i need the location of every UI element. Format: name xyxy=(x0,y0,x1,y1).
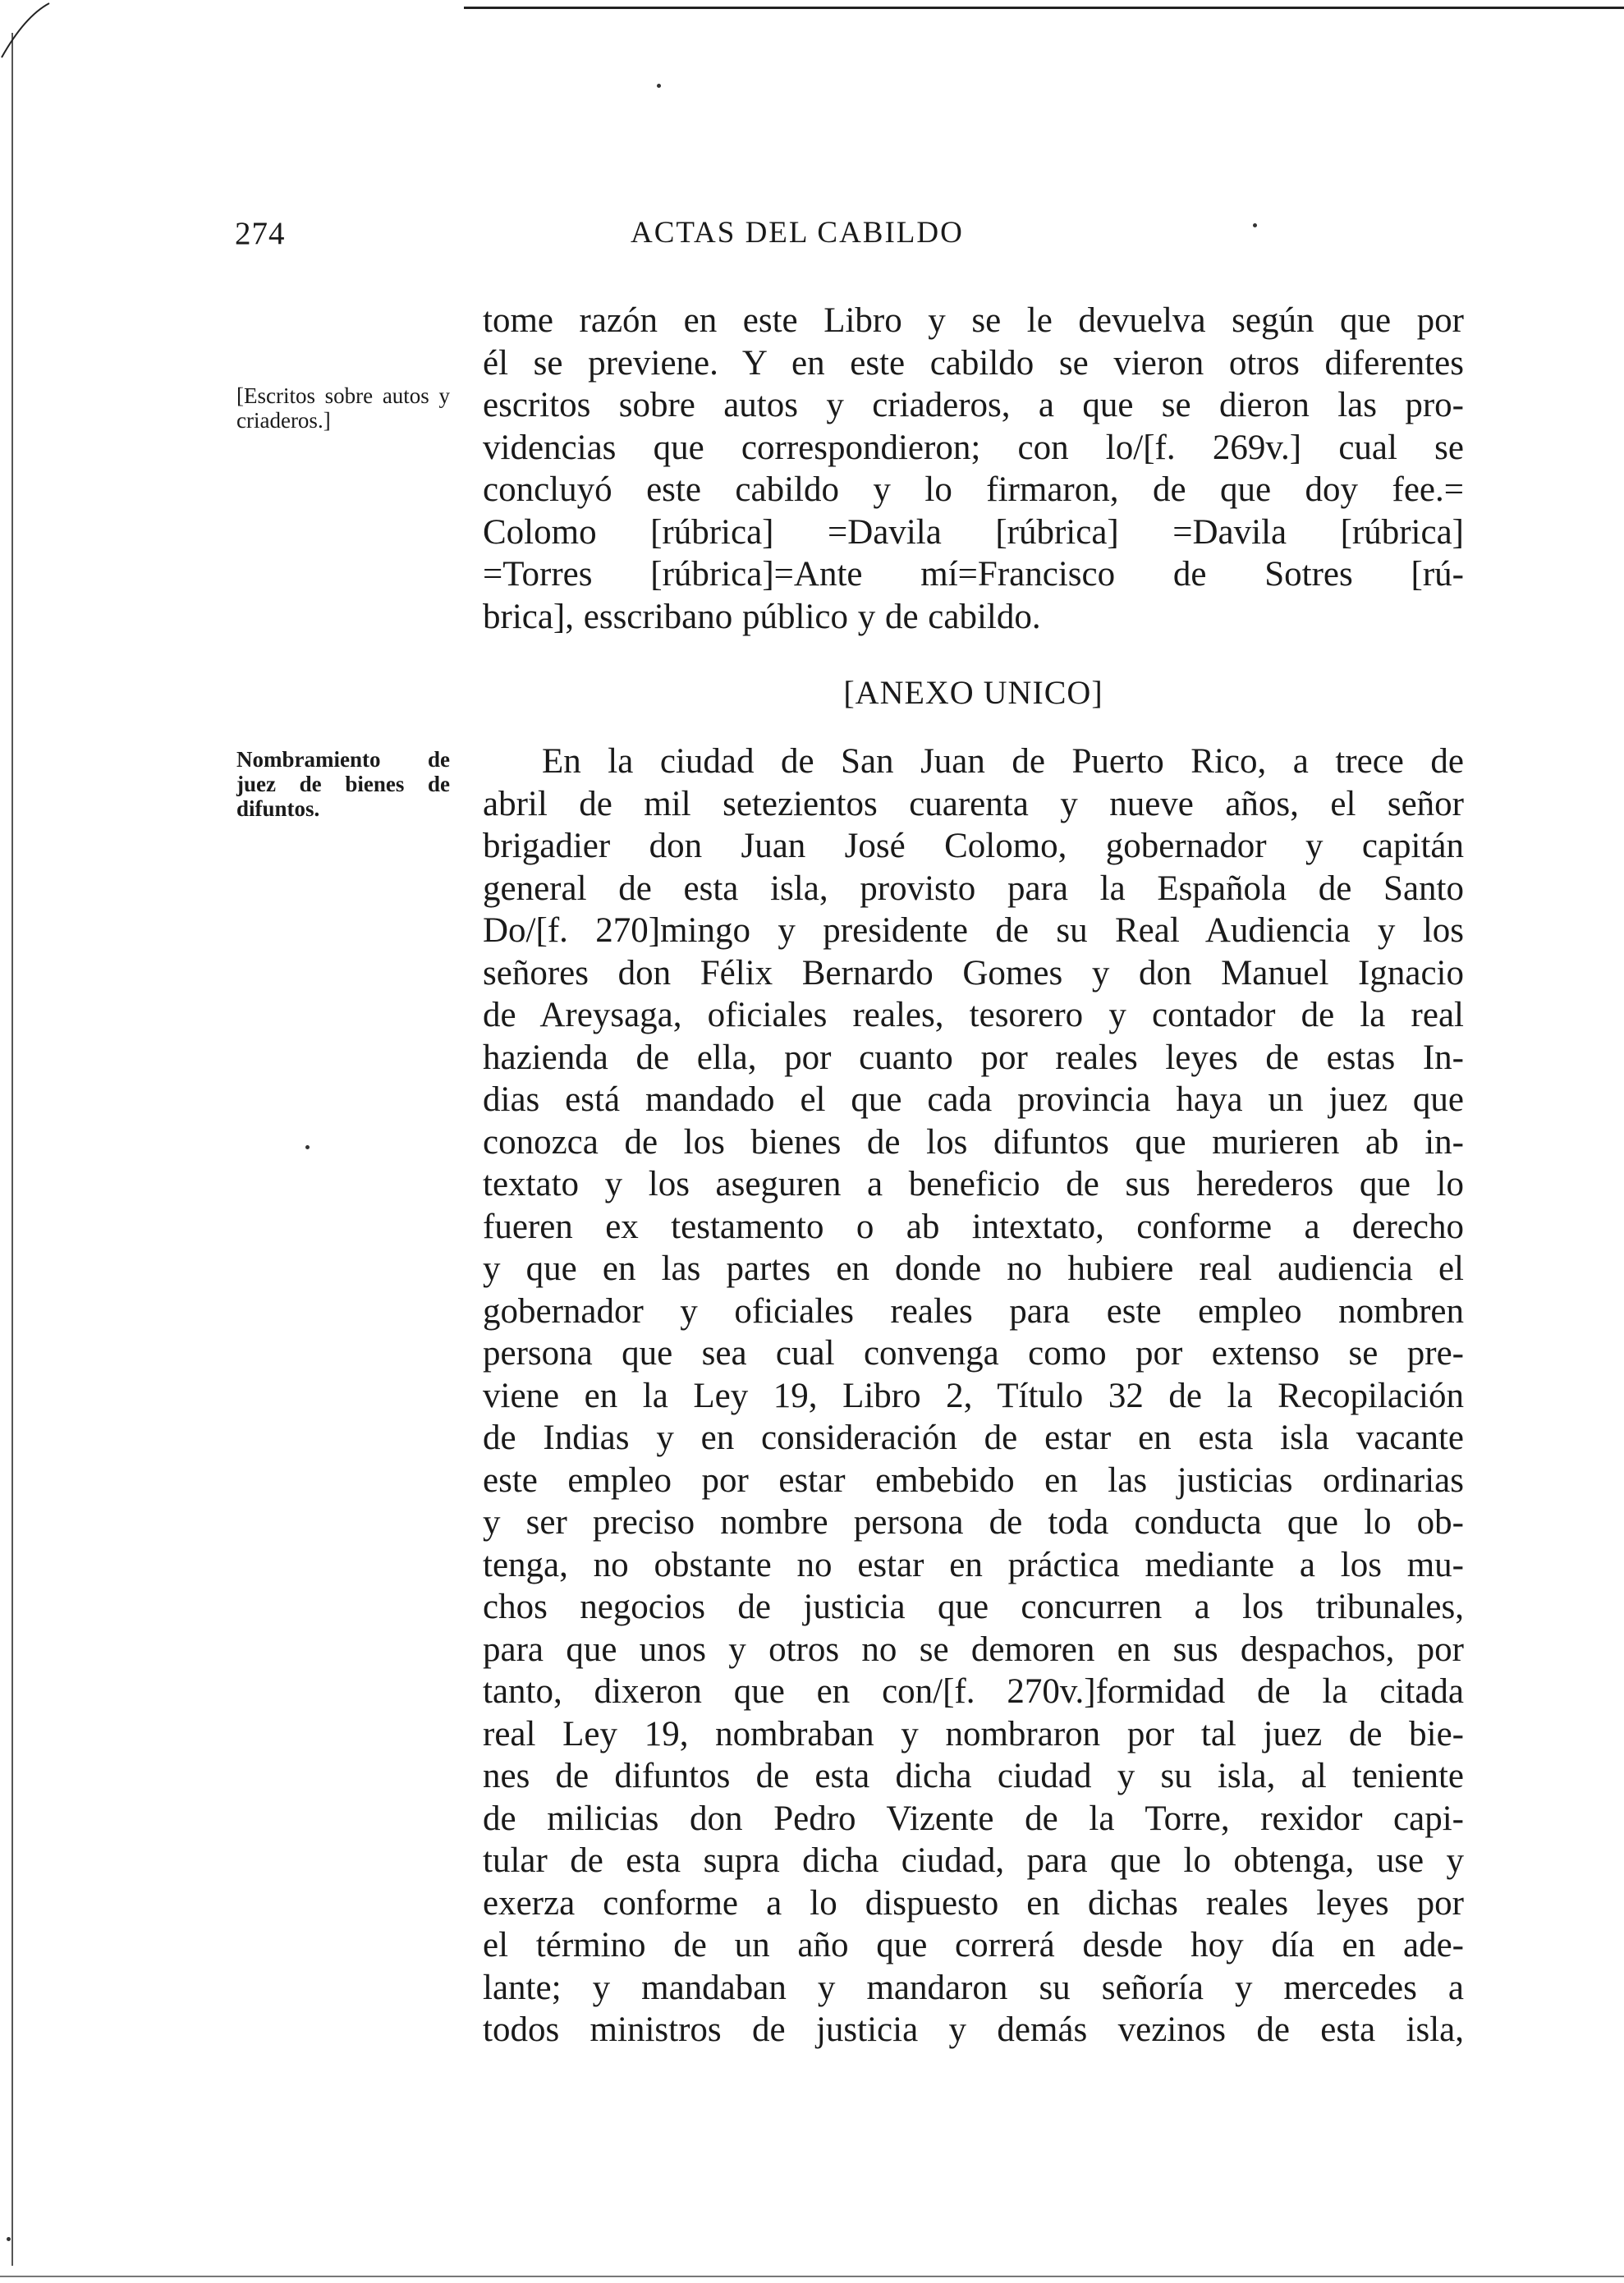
text-line: escritos sobre autos y criaderos, a que se dieron las pro- xyxy=(483,386,1464,424)
paragraph-1 xyxy=(483,300,1464,638)
text-line: lante; y mandaban y mandaron su señoría y mercedes a xyxy=(483,1968,1464,2007)
text-line: señores don Félix Bernardo Gomes y don Manuel Ignacio xyxy=(483,953,1464,993)
text-line: y ser preciso nombre persona de toda conducta que lo ob- xyxy=(483,1503,1464,1542)
scan-speck xyxy=(7,2237,11,2241)
text-line: de Indias y en consideración de estar en esta isla vacante xyxy=(483,1419,1464,1457)
scan-speck xyxy=(657,84,661,88)
scan-corner-mark xyxy=(0,0,74,74)
text-line: chos negocios de justicia que concurren a los tribunales, xyxy=(483,1588,1464,1626)
text-line: tular de esta supra dicha ciudad, para que lo obtenga, use y xyxy=(483,1841,1464,1880)
text-line: general de esta isla, provisto para la Española de Santo xyxy=(483,869,1464,908)
text-line: conozca de los bienes de los difuntos que murieren ab in- xyxy=(483,1122,1464,1162)
text-line: brigadier don Juan José Colomo, gobernador y capitán xyxy=(483,827,1464,865)
scan-bottom-rule xyxy=(0,2276,1624,2277)
text-line: tanto, dixeron que en con/[f. 270v.]formidad de la citada xyxy=(483,1672,1464,1711)
margin-note-nombramiento: Nombramiento de juez de bienes de difuntos. xyxy=(236,747,450,821)
scan-top-rule xyxy=(464,7,1624,9)
text-line: Do/[f. 270]mingo y presidente de su Real Audiencia y los xyxy=(483,911,1464,950)
text-line: En la ciudad de San Juan de Puerto Rico, a trece de xyxy=(542,742,1464,781)
scan-speck xyxy=(305,1145,310,1149)
text-line: textato y los aseguren a beneficio de sus herederos que lo xyxy=(483,1165,1464,1203)
running-head xyxy=(0,215,1624,264)
text-line: de milicias don Pedro Vizente de la Torre, rexidor capi- xyxy=(483,1799,1464,1838)
text-line: tenga, no obstante no estar en práctica mediante a los mu- xyxy=(483,1545,1464,1584)
text-line: persona que sea cual convenga como por extenso se pre- xyxy=(483,1334,1464,1373)
section-heading: [ANEXO UNICO] xyxy=(843,674,1103,711)
text-line: y que en las partes en donde no hubiere real audiencia el xyxy=(483,1249,1464,1288)
text-line: todos ministros de justicia y demás vezinos de esta isla, xyxy=(483,2010,1464,2049)
text-line: abril de mil setezientos cuarenta y nueve años, el señor xyxy=(483,784,1464,823)
text-line: =Torres [rúbrica]=Ante mí=Francisco de Sotres [rú- xyxy=(483,555,1464,594)
page-number: 274 xyxy=(235,216,286,251)
text-line: hazienda de ella, por cuanto por reales leyes de estas In- xyxy=(483,1038,1464,1077)
text-line: videncias que correspondieron; con lo/[f. 269v.] cual se xyxy=(483,428,1464,467)
text-line: brica], esscribano público y de cabildo. xyxy=(483,597,1041,636)
text-line: real Ley 19, nombraban y nombraron por tal juez de bie- xyxy=(483,1714,1464,1754)
text-line: él se previene. Y en este cabildo se vieron otros diferentes xyxy=(483,343,1464,383)
text-line: Colomo [rúbrica] =Davila [rúbrica] =Davila [rúbrica] xyxy=(483,512,1464,552)
scan-left-edge xyxy=(11,33,13,2266)
text-line: de Areysaga, oficiales reales, tesorero y contador de la real xyxy=(483,996,1464,1034)
text-line: exerza conforme a lo dispuesto en dichas reales leyes por xyxy=(483,1883,1464,1923)
text-line: gobernador y oficiales reales para este empleo nombren xyxy=(483,1291,1464,1331)
text-line: concluyó este cabildo y lo firmaron, de que doy fee.= xyxy=(483,470,1464,509)
text-line: viene en la Ley 19, Libro 2, Título 32 de la Recopilación xyxy=(483,1376,1464,1415)
margin-note-escritos: [Escritos sobre autos y criaderos.] xyxy=(236,383,450,433)
text-line: para que unos y otros no se demoren en sus despachos, por xyxy=(483,1630,1464,1669)
text-line: fueren ex testamento o ab intextato, conforme a derecho xyxy=(483,1207,1464,1246)
text-line: dias está mandado el que cada provincia haya un juez que xyxy=(483,1080,1464,1119)
paragraph-2 xyxy=(483,740,1464,2051)
text-line: tome razón en este Libro y se le devuelva según que por xyxy=(483,301,1464,340)
text-line: nes de difuntos de esta dicha ciudad y su isla, al teniente xyxy=(483,1757,1464,1795)
text-line: el término de un año que correrá desde hoy día en ade- xyxy=(483,1926,1464,1964)
text-line: este empleo por estar embebido en las justicias ordinarias xyxy=(483,1460,1464,1500)
page-title: ACTAS DEL CABILDO xyxy=(631,216,964,250)
